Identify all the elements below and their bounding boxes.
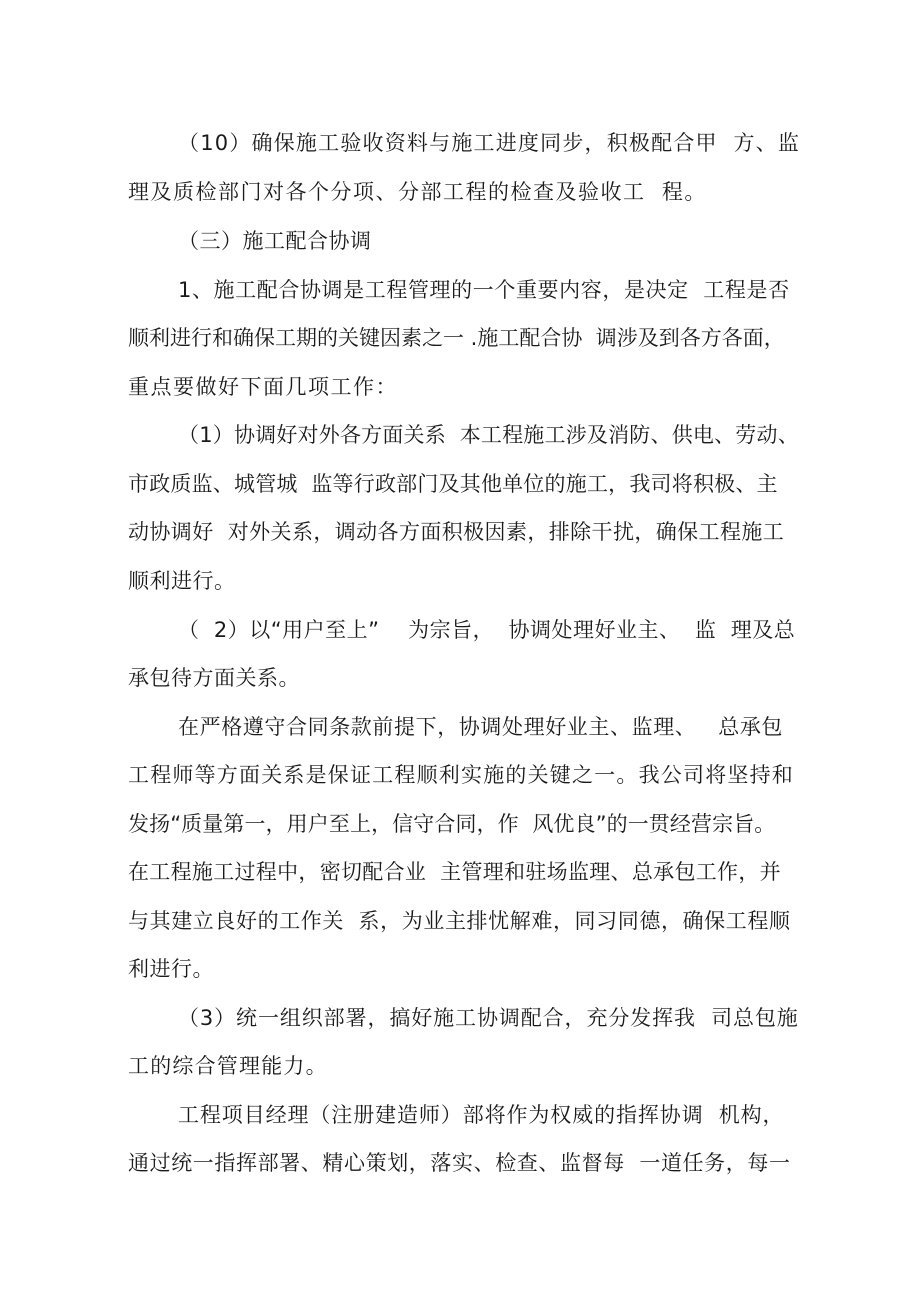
text-line-21: 工程项目经理（注册建造师）部将作为权威的指挥协调 机构，: [178, 1103, 785, 1127]
text-line-6: 重点要做好下面几项工作：: [128, 375, 398, 399]
text-line-10: 顺利进行。: [128, 569, 236, 593]
text-line-14: 工程师等方面关系是保证工程顺利实施的关键之一。我公司将坚持和: [128, 763, 794, 787]
text-line-20: 工的综合管理能力。: [128, 1054, 328, 1078]
text-line-2: 理及质检部门对各个分项、分部工程的检查及验收工 程。: [128, 180, 707, 204]
text-line-13: 在严格遵守合同条款前提下，协调处理好业主、监理、 总承包: [178, 715, 784, 739]
text-line-1: （10）确保施工验收资料与施工进度同步，积极配合甲 方、监: [178, 131, 801, 155]
text-line-5: 顺利进行和确保工期的关键因素之一 .施工配合协 调涉及到各方各面，: [128, 326, 785, 350]
text-line-12: 承包待方面关系。: [128, 666, 300, 690]
text-line-18: 利进行。: [128, 957, 214, 981]
text-line-19: （3）统一组织部署，搞好施工协调配合，充分发挥我 司总包施: [178, 1006, 799, 1030]
text-line-17: 与其建立良好的工作关 系，为业主排忧解难，同习同德，确保工程顺: [128, 909, 791, 933]
text-line-22: 通过统一指挥部署、精心策划，落实、检查、监督每 一道任务，每一: [128, 1151, 791, 1175]
text-line-7: （1）协调好对外各方面关系 本工程施工涉及消防、供电、劳动、: [178, 423, 799, 447]
text-line-16: 在工程施工过程中，密切配合业 主管理和驻场监理、总承包工作，并: [128, 860, 781, 884]
text-line-15: 发扬“质量第一，用户至上，信守合同，作 风优良”的一贯经营宗旨。: [128, 812, 776, 836]
section-heading: （三）施工配合协调: [178, 229, 372, 253]
text-line-9: 动协调好 对外关系，调动各方面积极因素，排除干扰，确保工程施工: [128, 520, 785, 544]
text-line-4: 1、施工配合协调是工程管理的一个重要内容，是决定 工程是否: [178, 278, 790, 302]
text-line-11: （ 2）以“用户至上” 为宗旨， 协调处理好业主、 监 理及总: [178, 618, 796, 642]
text-line-8: 市政质监、城管城 监等行政部门及其他单位的施工，我司将积极、主: [128, 472, 778, 496]
